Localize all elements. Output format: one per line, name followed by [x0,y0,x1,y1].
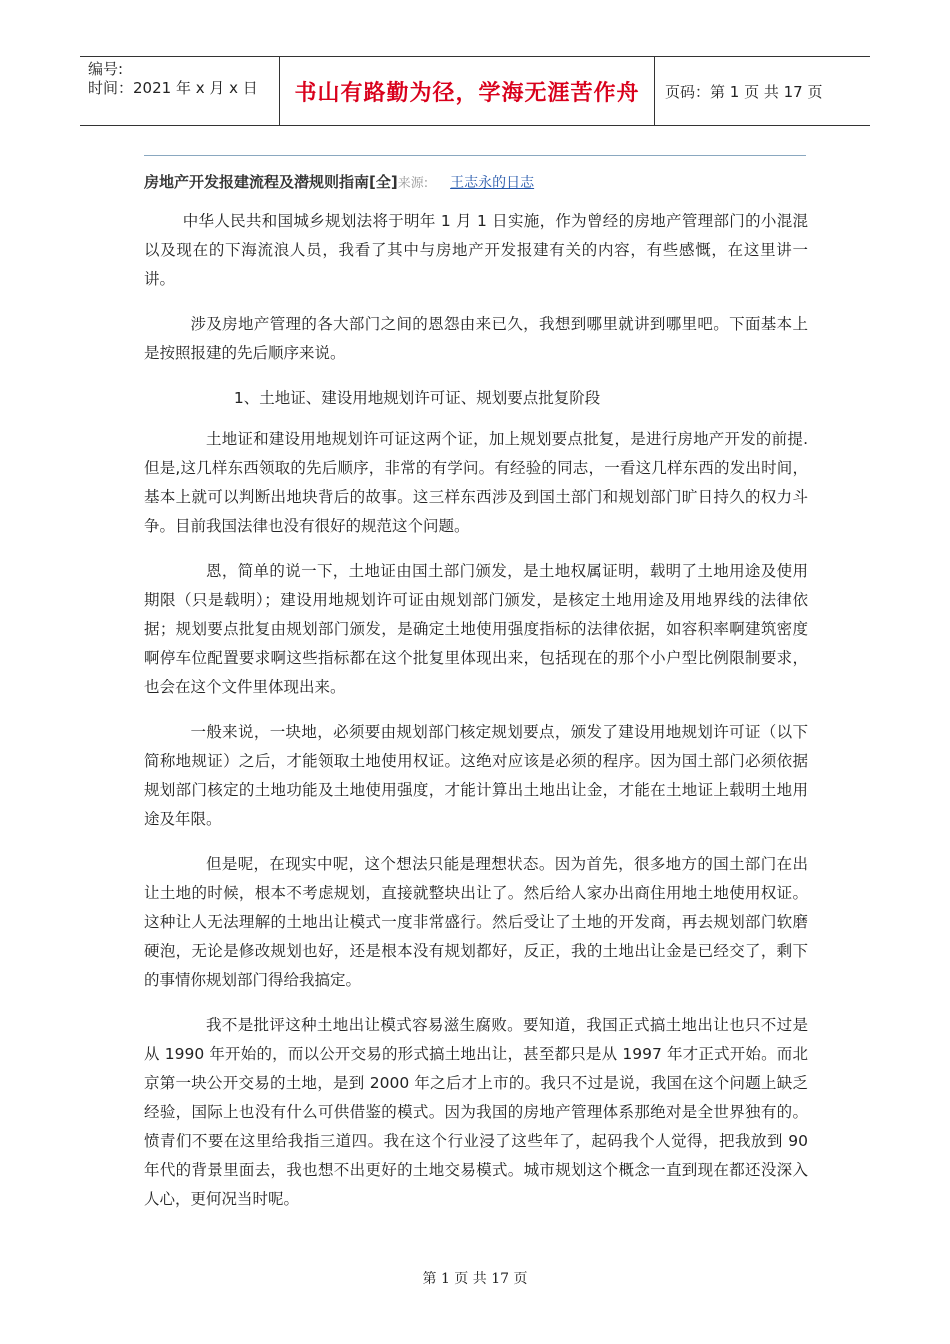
section-heading: 1、土地证、建设用地规划许可证、规划要点批复阶段 [233,389,601,407]
paragraph: 一般来说，一块地，必须要由规划部门核定规划要点，颁发了建设用地规划许可证（以下简称地规证）之后，才能领取土地使用权证。这绝对应该是必须的程序。因为国土部门必须依据规划部门核定的土地功能及土地使用强度，才能计算出土地出让金，才能在土地证上载明土地用途及年限。 [144,723,808,828]
header-page-cell [655,57,870,125]
motto: 书山有路勤为径，学海无涯苦作舟 [294,80,640,106]
source-label: 来源: [397,176,429,191]
title-rule [144,155,806,156]
paragraph: 我不是批评这种土地出让模式容易滋生腐败。要知道，我国正式搞土地出让也只不过是从 1990 年开始的，而以公开交易的形式搞土地出让，甚至都只是从 1997 年才正式开始。而北京第一块公开交易的土地，是到 2000 年之后才上市的。我只不过是说，我国在这个问题上缺乏经验，国际上也没有什么可供借鉴的模式。因为我国的房地产管理体系那绝对是全世界独有的。愤青们不要在这里给我指三道四。我在这个行业浸了这些年了，起码我个人觉得，把我放到 90 年代的背景里面去，我也想不出更好的土地交易模式。城市规划这个概念一直到现在都还没深入人心，更何况当时呢。 [144,1016,808,1208]
article-title: 房地产开发报建流程及潜规则指南[全] [144,173,398,191]
paragraph: 涉及房地产管理的各大部门之间的恩怨由来已久，我想到哪里就讲到哪里吧。下面基本上是按照报建的先后顺序来说。 [144,315,808,362]
document-header [80,56,870,126]
header-meta-cell [80,57,280,125]
paragraph: 土地证和建设用地规划许可证这两个证，加上规划要点批复，是进行房地产开发的前提.但是,这几样东西领取的先后顺序，非常的有学问。有经验的同志，一看这几样东西的发出时间，基本上就可以判断出地块背后的故事。这三样东西涉及到国土部门和规划部门旷日持久的权力斗争。目前我国法律也没有很好的规范这个问题。 [144,430,808,535]
source-link[interactable]: 王志永的日志 [450,175,535,191]
article-title-line [144,171,808,195]
paragraph: 恩，简单的说一下，土地证由国土部门颁发，是土地权属证明，载明了土地用途及使用期限（只是载明）；建设用地规划许可证由规划部门颁发，是核定土地用途及用地界线的法律依据；规划要点批复由规划部门颁发，是确定土地使用强度指标的法律依据，如容积率啊建筑密度啊停车位配置要求啊这些指标都在这个批复里体现出来，包括现在的那个小户型比例限制要求，也会在这个文件里体现出来。 [144,562,808,696]
page-info: 页码：第 1 页 共 17 页 [665,82,823,101]
number-label: 编号: [88,60,124,78]
article-body [144,171,808,1230]
page-footer: 第 1 页 共 17 页 [422,1271,528,1287]
paragraph: 中华人民共和国城乡规划法将于明年 1 月 1 日实施，作为曾经的房地产管理部门的小混混以及现在的下海流浪人员，我看了其中与房地产开发报建有关的内容，有些感慨，在这里讲一讲。 [144,212,808,288]
header-motto-cell [280,57,655,125]
paragraph: 但是呢，在现实中呢，这个想法只能是理想状态。因为首先，很多地方的国土部门在出让土地的时候，根本不考虑规划，直接就整块出让了。然后给人家办出商住用地土地使用权证。这种让人无法理解的土地出让模式一度非常盛行。然后受让了土地的开发商，再去规划部门软磨硬泡，无论是修改规划也好，还是根本没有规划都好，反正，我的土地出让金是已经交了，剩下的事情你规划部门得给我搞定。 [144,855,808,989]
date-label: 时间：2021 年 x 月 x 日 [88,79,258,97]
